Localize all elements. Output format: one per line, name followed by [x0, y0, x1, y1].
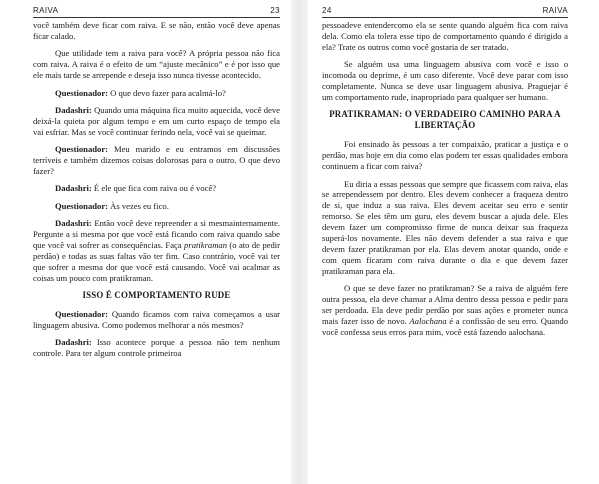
left-page-number: 23	[270, 6, 280, 15]
body-paragraph	[322, 283, 568, 338]
dialogue-paragraph	[33, 337, 280, 359]
dialogue-paragraph	[33, 144, 280, 177]
left-running-title: RAIVA	[33, 6, 59, 15]
right-header-rule	[322, 17, 568, 18]
paragraph-text: É ele que fica com raiva ou é você?	[91, 183, 217, 194]
paragraph-text: Eu diria a essas pessoas que sempre que ficassem com raiva, elas se arrependessem por dentro. Eles devem conhecer a fraqueza dentro de si, que induz a sua raiva. Eles devem aceitar seu erro e sentir remorso. Se eles têm um guru, eles devem buscar a ajuda dele. Eles devem fazer um compromisso firme de nunca deixar sua fraqueza superá-los novamente. Eles não devem defender a sua raiva e que devem fazer pratikraman por ela. Elas devem anotar quando, onde e com quem ficaram com raiva durante o dia e que devem fazer pratikraman para ela.	[322, 178, 568, 276]
right-page-number: 24	[322, 6, 332, 15]
speaker-label: Dadashri:	[55, 218, 92, 229]
italic-term: pratikraman	[184, 240, 228, 250]
right-page-body	[322, 20, 568, 344]
paragraph-text: é a confissão de seu erro. Quando você confessa seus erros para mim, você está fazendo aalochana.	[322, 315, 568, 337]
body-paragraph	[33, 48, 280, 81]
left-header-rule	[33, 17, 280, 18]
body-paragraph	[322, 59, 568, 103]
continued-paragraph	[322, 20, 568, 53]
paragraph-text: Meu marido e eu entramos em discussões terríveis e também dizemos coisas dolorosas para o outro. O que devo fazer?	[33, 144, 280, 176]
section-heading: ISSO É COMPORTAMENTO RUDE	[82, 290, 231, 301]
paragraph-text: você também deve ficar com raiva. E se não, então você deve apenas ficar calado.	[33, 20, 280, 41]
paragraph-text: pessoadeve entendercomo ela se sente quando alguém fica com raiva dela. Como ela tolera esse tipo de comportamento quando é dirigido a ela? Trate os outros como você gostaria de ser tratado.	[322, 20, 568, 52]
dialogue-paragraph	[33, 309, 280, 331]
paragraph-text: Foi ensinado às pessoas a ter compaixão, praticar a justiça e o perdão, mas hoje em dia como elas podem ter essas qualidades embora continuem a ficar com raiva?	[322, 139, 568, 172]
paragraph-text: O que se deve fazer no pratikraman? Se a raiva de alguém fere outra pessoa, ela deve chamar a Alma dentro dessa pessoa e pedir para ser perdoada. Ela deve pedir perdão por suas ações e prometer nunca mais fazer isso de novo.	[322, 283, 568, 326]
continued-paragraph	[33, 20, 280, 42]
dialogue-paragraph	[33, 183, 280, 194]
dialogue-paragraph	[33, 105, 280, 138]
paragraph-text: (o ato de pedir perdão) e todas as suas faltas vão ter fim. Caso contrário, você vai ter que sofrer a mesma dor que você está causando. Você vai acalmar as coisas um pouco com pratikraman.	[33, 240, 280, 283]
paragraph-text: Se alguém usa uma linguagem abusiva com você e isso o incomoda ou deprime, é um caso diferente. Você deve parar com isso completamente. Nunca se deve usar linguagem abusiva. Praguejar é um comportamento rude, inapropriado para qualquer ser humano.	[322, 59, 568, 102]
paragraph-text: Isso acontece porque a pessoa não tem nenhum controle. Para ter algum controle primeiroa	[33, 337, 280, 359]
paragraph-text: Quando ficamos com raiva começamos a usar linguagem abusiva. Como podemos melhorar a nós mesmos?	[33, 309, 280, 331]
section-heading: PRATIKRAMAN: O VERDADEIRO CAMINHO PARA A LIBERTAÇÃO	[329, 109, 561, 131]
speaker-label: Questionador:	[55, 200, 108, 211]
paragraph-text: O que devo fazer para acalmá-lo?	[108, 87, 226, 98]
dialogue-paragraph	[33, 218, 280, 283]
paragraph-text: Às vezes eu fico.	[108, 200, 169, 211]
dialogue-paragraph	[33, 201, 280, 212]
right-running-title: RAIVA	[542, 6, 568, 15]
body-paragraph	[322, 179, 568, 277]
left-page-body	[33, 20, 280, 366]
speaker-label: Questionador:	[55, 87, 108, 98]
speaker-label: Dadashri:	[55, 183, 92, 194]
speaker-label: Dadashri:	[55, 104, 92, 115]
paragraph-text: Que utilidade tem a raiva para você? A própria pessoa não fica com raiva. A raiva é o efeito de um “ajuste mecânico” e é por isso que ele mais tarde se arrepende e deseja isso nunca tivesse acontecido.	[33, 48, 280, 81]
paragraph-text: Então você deve repreender a si mesmainternamente. Pergunte a si mesma por que você está ficando com raiva quando sabe que você vai sofrer as consequências. Faça	[33, 218, 280, 250]
speaker-label: Dadashri:	[55, 337, 92, 348]
italic-term: Aalochana	[409, 315, 447, 326]
speaker-label: Questionador:	[55, 309, 108, 320]
book-gutter	[291, 0, 308, 484]
body-paragraph	[322, 139, 568, 172]
speaker-label: Questionador:	[55, 144, 108, 155]
paragraph-text: Quando uma máquina fica muito aquecida, você deve deixá-la quieta por algum tempo e em um curto espaço de tempo ela vai esfriar. Mas se você continuar ferindo nela, você vai se queimar.	[33, 104, 280, 137]
dialogue-paragraph	[33, 88, 280, 99]
